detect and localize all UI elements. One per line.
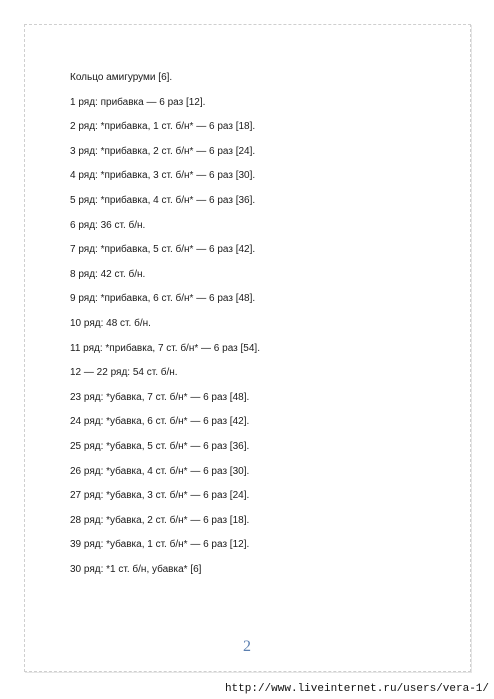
instruction-line: 9 ряд: *прибавка, 6 ст. б/н* — 6 раз [48]. — [70, 293, 256, 305]
instruction-line: 6 ряд: 36 ст. б/н. — [70, 219, 146, 231]
instruction-line: 39 ряд: *убавка, 1 ст. б/н* — 6 раз [12]. — [70, 539, 250, 551]
instruction-line: 4 ряд: *прибавка, 3 ст. б/н* — 6 раз [30]. — [70, 170, 256, 182]
instruction-line: 23 ряд: *убавка, 7 ст. б/н* — 6 раз [48]. — [70, 391, 250, 403]
instruction-line: 1 ряд: прибавка — 6 раз [12]. — [70, 96, 206, 108]
instruction-line: 3 ряд: *прибавка, 2 ст. б/н* — 6 раз [24]. — [70, 145, 256, 157]
instruction-line: 24 ряд: *убавка, 6 ст. б/н* — 6 раз [42]. — [70, 416, 250, 428]
instruction-line: Кольцо амигуруми [6]. — [70, 72, 173, 83]
instruction-line: 2 ряд: *прибавка, 1 ст. б/н* — 6 раз [18]. — [70, 121, 256, 133]
instruction-line: 12 — 22 ряд: 54 ст. б/н. — [70, 367, 178, 379]
instruction-line: 28 ряд: *убавка, 2 ст. б/н* — 6 раз [18]. — [70, 514, 250, 526]
instruction-line: 7 ряд: *прибавка, 5 ст. б/н* — 6 раз [42]. — [70, 244, 256, 256]
watermark-url: http://www.liveinternet.ru/users/vera-1/ — [224, 683, 489, 695]
instruction-line: 25 ряд: *убавка, 5 ст. б/н* — 6 раз [36]. — [70, 440, 250, 452]
instruction-line: 10 ряд: 48 ст. б/н. — [70, 317, 151, 329]
instruction-line: 5 ряд: *прибавка, 4 ст. б/н* — 6 раз [36]. — [70, 194, 256, 206]
instruction-line: 30 ряд: *1 ст. б/н, убавка* [6] — [70, 563, 202, 575]
page-number: 2 — [243, 638, 251, 655]
instruction-line: 8 ряд: 42 ст. б/н. — [70, 268, 146, 280]
instruction-line: 26 ряд: *убавка, 4 ст. б/н* — 6 раз [30]. — [70, 465, 250, 477]
instruction-line: 11 ряд: *прибавка, 7 ст. б/н* — 6 раз [54]. — [70, 342, 260, 354]
instructions-text — [70, 72, 450, 588]
instruction-line: 27 ряд: *убавка, 3 ст. б/н* — 6 раз [24]. — [70, 490, 250, 502]
